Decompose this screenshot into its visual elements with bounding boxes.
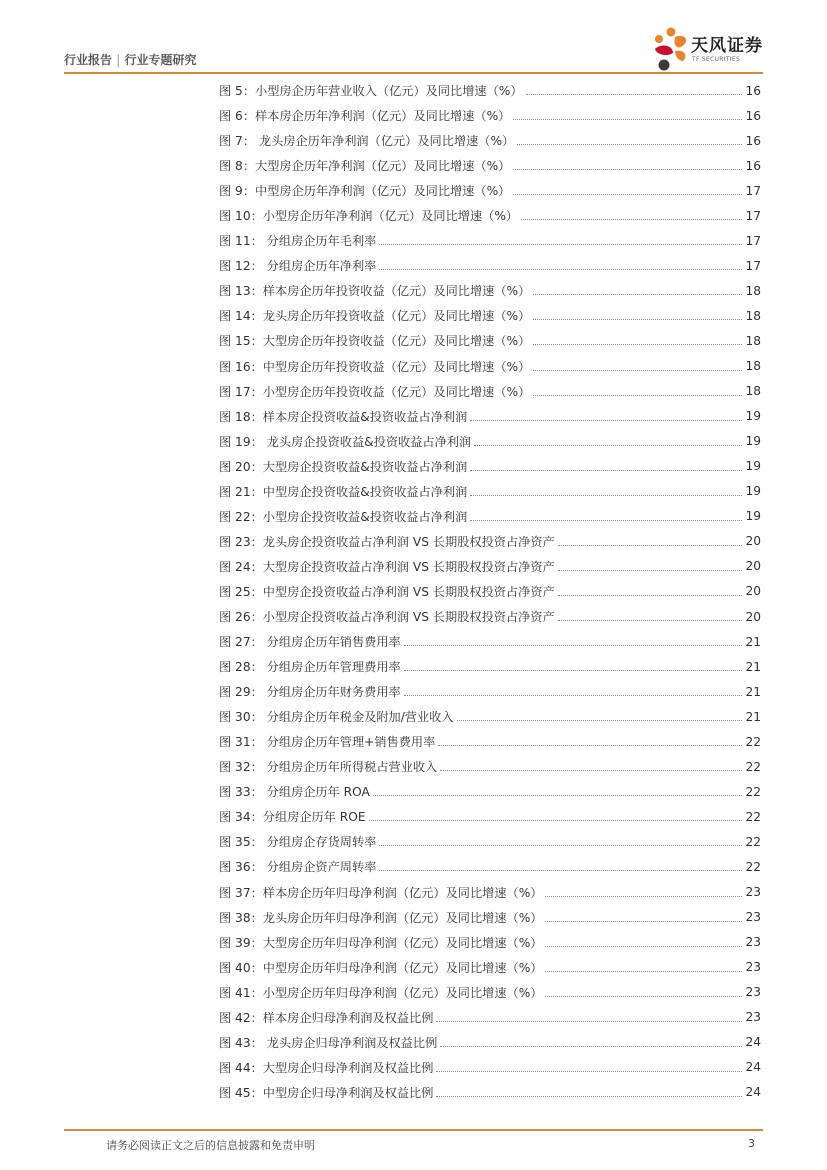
toc-entry-label: 图 33： 分组房企历年 ROA <box>219 785 370 800</box>
header-separator: | <box>116 53 121 67</box>
toc-dot-leader <box>404 645 742 646</box>
toc-entry-label: 图 26：小型房企投资收益占净利润 VS 长期股权投资占净资产 <box>219 610 555 624</box>
figure-table-of-contents <box>219 78 761 1105</box>
toc-entry[interactable] <box>219 905 761 930</box>
toc-entry-page: 16 <box>745 83 761 98</box>
footer-divider <box>64 1129 763 1131</box>
toc-entry[interactable] <box>219 303 761 328</box>
toc-dot-leader <box>369 820 742 821</box>
toc-entry[interactable] <box>219 354 761 379</box>
toc-entry-page: 21 <box>745 684 761 699</box>
toc-entry[interactable] <box>219 454 761 479</box>
toc-entry-label: 图 27： 分组房企历年销售费用率 <box>219 635 401 650</box>
toc-entry[interactable] <box>219 103 761 128</box>
toc-dot-leader <box>470 495 742 496</box>
toc-entry[interactable] <box>219 704 761 729</box>
company-logo <box>651 27 771 73</box>
toc-dot-leader <box>521 219 742 220</box>
toc-entry-page: 17 <box>745 183 761 198</box>
toc-dot-leader <box>440 770 742 771</box>
toc-entry-label: 图 25：中型房企投资收益占净利润 VS 长期股权投资占净资产 <box>219 584 555 599</box>
toc-entry-label: 图 11： 分组房企历年毛利率 <box>219 234 377 249</box>
toc-entry[interactable] <box>219 228 761 253</box>
toc-entry-page: 24 <box>745 1035 761 1050</box>
toc-entry-label: 图 20：大型房企投资收益&投资收益占净利润 <box>219 459 468 474</box>
toc-dot-leader <box>474 445 742 446</box>
toc-entry[interactable] <box>219 1055 761 1080</box>
toc-entry-page: 18 <box>745 359 761 374</box>
logo-petal-upper-right <box>674 36 686 48</box>
toc-dot-leader <box>379 269 742 270</box>
toc-dot-leader <box>379 845 742 846</box>
toc-dot-leader <box>533 370 742 371</box>
toc-entry-label: 图 8：大型房企历年净利润（亿元）及同比增速（%） <box>219 159 511 174</box>
toc-dot-leader <box>436 1021 742 1022</box>
toc-entry-label: 图 29： 分组房企历年财务费用率 <box>219 685 401 700</box>
toc-entry-page: 16 <box>745 133 761 148</box>
toc-entry[interactable] <box>219 328 761 353</box>
toc-dot-leader <box>513 194 742 195</box>
toc-dot-leader <box>470 420 742 421</box>
toc-dot-leader <box>379 870 742 871</box>
toc-entry-label: 图 41：小型房企历年归母净利润（亿元）及同比增速（%） <box>219 985 543 1000</box>
report-subcategory: 行业专题研究 <box>124 53 197 67</box>
toc-entry[interactable] <box>219 579 761 604</box>
toc-entry[interactable] <box>219 654 761 679</box>
toc-entry[interactable] <box>219 178 761 203</box>
toc-entry-page: 18 <box>745 384 761 399</box>
toc-entry-label: 图 34：分组房企历年 ROE <box>219 810 366 825</box>
toc-dot-leader <box>457 720 742 721</box>
toc-entry[interactable] <box>219 203 761 228</box>
toc-entry-page: 19 <box>745 509 761 524</box>
toc-entry[interactable] <box>219 880 761 905</box>
toc-entry-page: 17 <box>745 258 761 273</box>
toc-entry-page: 24 <box>745 1085 761 1100</box>
toc-entry[interactable] <box>219 980 761 1005</box>
toc-entry-page: 17 <box>745 233 761 248</box>
logo-dot-bottom <box>659 60 670 71</box>
toc-entry[interactable] <box>219 253 761 278</box>
toc-entry-page: 22 <box>745 759 761 774</box>
toc-entry[interactable] <box>219 278 761 303</box>
toc-entry-label: 图 12： 分组房企历年净利率 <box>219 259 377 274</box>
toc-entry[interactable] <box>219 829 761 854</box>
toc-entry-page: 22 <box>745 834 761 849</box>
toc-dot-leader <box>436 1096 742 1097</box>
toc-entry-page: 21 <box>745 709 761 724</box>
logo-petal-right <box>675 51 685 61</box>
toc-entry-label: 图 45：中型房企归母净利润及权益比例 <box>219 1085 434 1100</box>
footer-disclaimer: 请务必阅读正文之后的信息披露和免责申明 <box>106 1139 315 1152</box>
toc-entry[interactable] <box>219 529 761 554</box>
toc-dot-leader <box>558 570 742 571</box>
logo-petal-middle <box>655 46 673 56</box>
toc-dot-leader <box>517 144 742 145</box>
toc-dot-leader <box>558 545 742 546</box>
toc-entry-label: 图 9：中型房企历年净利润（亿元）及同比增速（%） <box>219 184 511 199</box>
toc-entry-page: 21 <box>745 634 761 649</box>
toc-entry-label: 图 31： 分组房企历年管理+销售费用率 <box>219 735 436 750</box>
toc-entry[interactable] <box>219 153 761 178</box>
toc-entry-label: 图 30： 分组房企历年税金及附加/营业收入 <box>219 710 454 725</box>
toc-dot-leader <box>533 294 742 295</box>
toc-entry-label: 图 16：中型房企历年投资收益（亿元）及同比增速（%） <box>219 359 531 374</box>
toc-entry-label: 图 22：小型房企投资收益&投资收益占净利润 <box>219 509 468 524</box>
toc-entry-page: 22 <box>745 809 761 824</box>
toc-entry-page: 20 <box>745 584 761 599</box>
toc-entry-label: 图 44：大型房企归母净利润及权益比例 <box>219 1060 434 1075</box>
toc-entry-page: 16 <box>745 108 761 123</box>
toc-entry-label: 图 19： 龙头房企投资收益&投资收益占净利润 <box>219 434 472 449</box>
logo-english-name: TF SECURITIES <box>692 56 741 63</box>
toc-entry-page: 19 <box>745 409 761 424</box>
toc-entry-label: 图 28： 分组房企历年管理费用率 <box>219 660 401 675</box>
toc-entry-page: 22 <box>745 784 761 799</box>
toc-entry-label: 图 15：大型房企历年投资收益（亿元）及同比增速（%） <box>219 334 531 349</box>
toc-entry-page: 18 <box>745 283 761 298</box>
toc-entry-page: 24 <box>745 1060 761 1075</box>
toc-entry[interactable] <box>219 754 761 779</box>
toc-entry-label: 图 37：样本房企历年归母净利润（亿元）及同比增速（%） <box>219 885 543 900</box>
toc-entry[interactable] <box>219 629 761 654</box>
toc-dot-leader <box>558 620 742 621</box>
toc-entry-page: 18 <box>745 308 761 323</box>
toc-entry-page: 20 <box>745 534 761 549</box>
toc-entry-page: 23 <box>745 960 761 975</box>
toc-entry-label: 图 18：样本房企投资收益&投资收益占净利润 <box>219 409 468 424</box>
logo-dot-top <box>667 28 676 37</box>
toc-dot-leader <box>513 169 742 170</box>
toc-entry-page: 22 <box>745 734 761 749</box>
toc-entry[interactable] <box>219 604 761 629</box>
toc-dot-leader <box>438 745 742 746</box>
logo-mark-icon <box>651 27 691 73</box>
toc-entry-page: 19 <box>745 484 761 499</box>
toc-dot-leader <box>526 94 742 95</box>
toc-entry-page: 23 <box>745 935 761 950</box>
toc-entry-label: 图 21：中型房企投资收益&投资收益占净利润 <box>219 484 468 499</box>
logo-company-name: 天风证券 <box>691 36 763 56</box>
toc-entry[interactable] <box>219 729 761 754</box>
report-category: 行业报告 <box>64 53 113 67</box>
toc-dot-leader <box>545 946 742 947</box>
toc-entry-label: 图 36： 分组房企资产周转率 <box>219 860 377 875</box>
toc-entry-page: 16 <box>745 158 761 173</box>
toc-entry[interactable] <box>219 429 761 454</box>
header-divider <box>64 72 763 74</box>
toc-entry-label: 图 42：样本房企归母净利润及权益比例 <box>219 1010 434 1025</box>
toc-entry-label: 图 39：大型房企历年归母净利润（亿元）及同比增速（%） <box>219 935 543 950</box>
toc-entry[interactable] <box>219 854 761 879</box>
toc-dot-leader <box>404 670 742 671</box>
toc-entry[interactable] <box>219 804 761 829</box>
toc-dot-leader <box>470 520 742 521</box>
toc-dot-leader <box>545 971 742 972</box>
toc-dot-leader <box>404 695 742 696</box>
toc-entry[interactable] <box>219 955 761 980</box>
toc-entry-label: 图 23：龙头房企投资收益占净利润 VS 长期股权投资占净资产 <box>219 534 555 549</box>
toc-entry-page: 23 <box>745 910 761 925</box>
toc-entry[interactable] <box>219 78 761 103</box>
toc-entry-page: 18 <box>745 333 761 348</box>
toc-entry-page: 20 <box>745 609 761 624</box>
toc-dot-leader <box>533 344 742 345</box>
report-category-header <box>64 51 196 68</box>
toc-entry-label: 图 24：大型房企投资收益占净利润 VS 长期股权投资占净资产 <box>219 559 555 574</box>
toc-entry-label: 图 5：小型房企历年营业收入（亿元）及同比增速（%） <box>219 84 523 99</box>
toc-entry[interactable] <box>219 554 761 579</box>
toc-entry[interactable] <box>219 479 761 504</box>
toc-entry[interactable] <box>219 930 761 955</box>
toc-dot-leader <box>440 1046 742 1047</box>
toc-entry-label: 图 17：小型房企历年投资收益（亿元）及同比增速（%） <box>219 384 531 399</box>
toc-entry[interactable] <box>219 1005 761 1030</box>
toc-entry[interactable] <box>219 404 761 429</box>
toc-entry[interactable] <box>219 504 761 529</box>
toc-entry-label: 图 32： 分组房企历年所得税占营业收入 <box>219 760 438 775</box>
toc-entry-label: 图 38：龙头房企历年归母净利润（亿元）及同比增速（%） <box>219 910 543 925</box>
toc-entry-label: 图 43： 龙头房企归母净利润及权益比例 <box>219 1035 438 1050</box>
toc-entry-page: 23 <box>745 985 761 1000</box>
toc-entry-label: 图 13：样本房企历年投资收益（亿元）及同比增速（%） <box>219 284 531 299</box>
toc-entry[interactable] <box>219 1080 761 1105</box>
toc-entry-label: 图 6：样本房企历年净利润（亿元）及同比增速（%） <box>219 109 511 124</box>
toc-entry[interactable] <box>219 1030 761 1055</box>
toc-entry-page: 17 <box>745 208 761 223</box>
toc-entry-label: 图 7： 龙头房企历年净利润（亿元）及同比增速（%） <box>219 134 515 149</box>
toc-entry[interactable] <box>219 679 761 704</box>
toc-entry[interactable] <box>219 379 761 404</box>
toc-entry-page: 19 <box>745 459 761 474</box>
toc-entry-label: 图 14：龙头房企历年投资收益（亿元）及同比增速（%） <box>219 309 531 324</box>
toc-entry-page: 23 <box>745 885 761 900</box>
toc-entry-page: 23 <box>745 1010 761 1025</box>
toc-entry-label: 图 10：小型房企历年净利润（亿元）及同比增速（%） <box>219 209 519 224</box>
toc-dot-leader <box>545 996 742 997</box>
toc-entry[interactable] <box>219 128 761 153</box>
logo-dot-upper-left <box>655 35 663 43</box>
toc-entry-page: 19 <box>745 434 761 449</box>
toc-dot-leader <box>373 795 742 796</box>
toc-dot-leader <box>558 595 742 596</box>
toc-dot-leader <box>436 1071 742 1072</box>
toc-entry-label: 图 35： 分组房企存货周转率 <box>219 835 377 850</box>
toc-dot-leader <box>379 244 742 245</box>
toc-entry-page: 22 <box>745 859 761 874</box>
toc-dot-leader <box>545 921 742 922</box>
toc-entry-label: 图 40：中型房企历年归母净利润（亿元）及同比增速（%） <box>219 960 543 975</box>
toc-dot-leader <box>470 470 742 471</box>
toc-dot-leader <box>513 119 742 120</box>
toc-entry[interactable] <box>219 779 761 804</box>
toc-entry-page: 20 <box>745 559 761 574</box>
toc-dot-leader <box>533 395 742 396</box>
toc-dot-leader <box>545 896 742 897</box>
toc-entry-page: 21 <box>745 659 761 674</box>
toc-dot-leader <box>533 319 742 320</box>
page-number: 3 <box>748 1137 755 1150</box>
